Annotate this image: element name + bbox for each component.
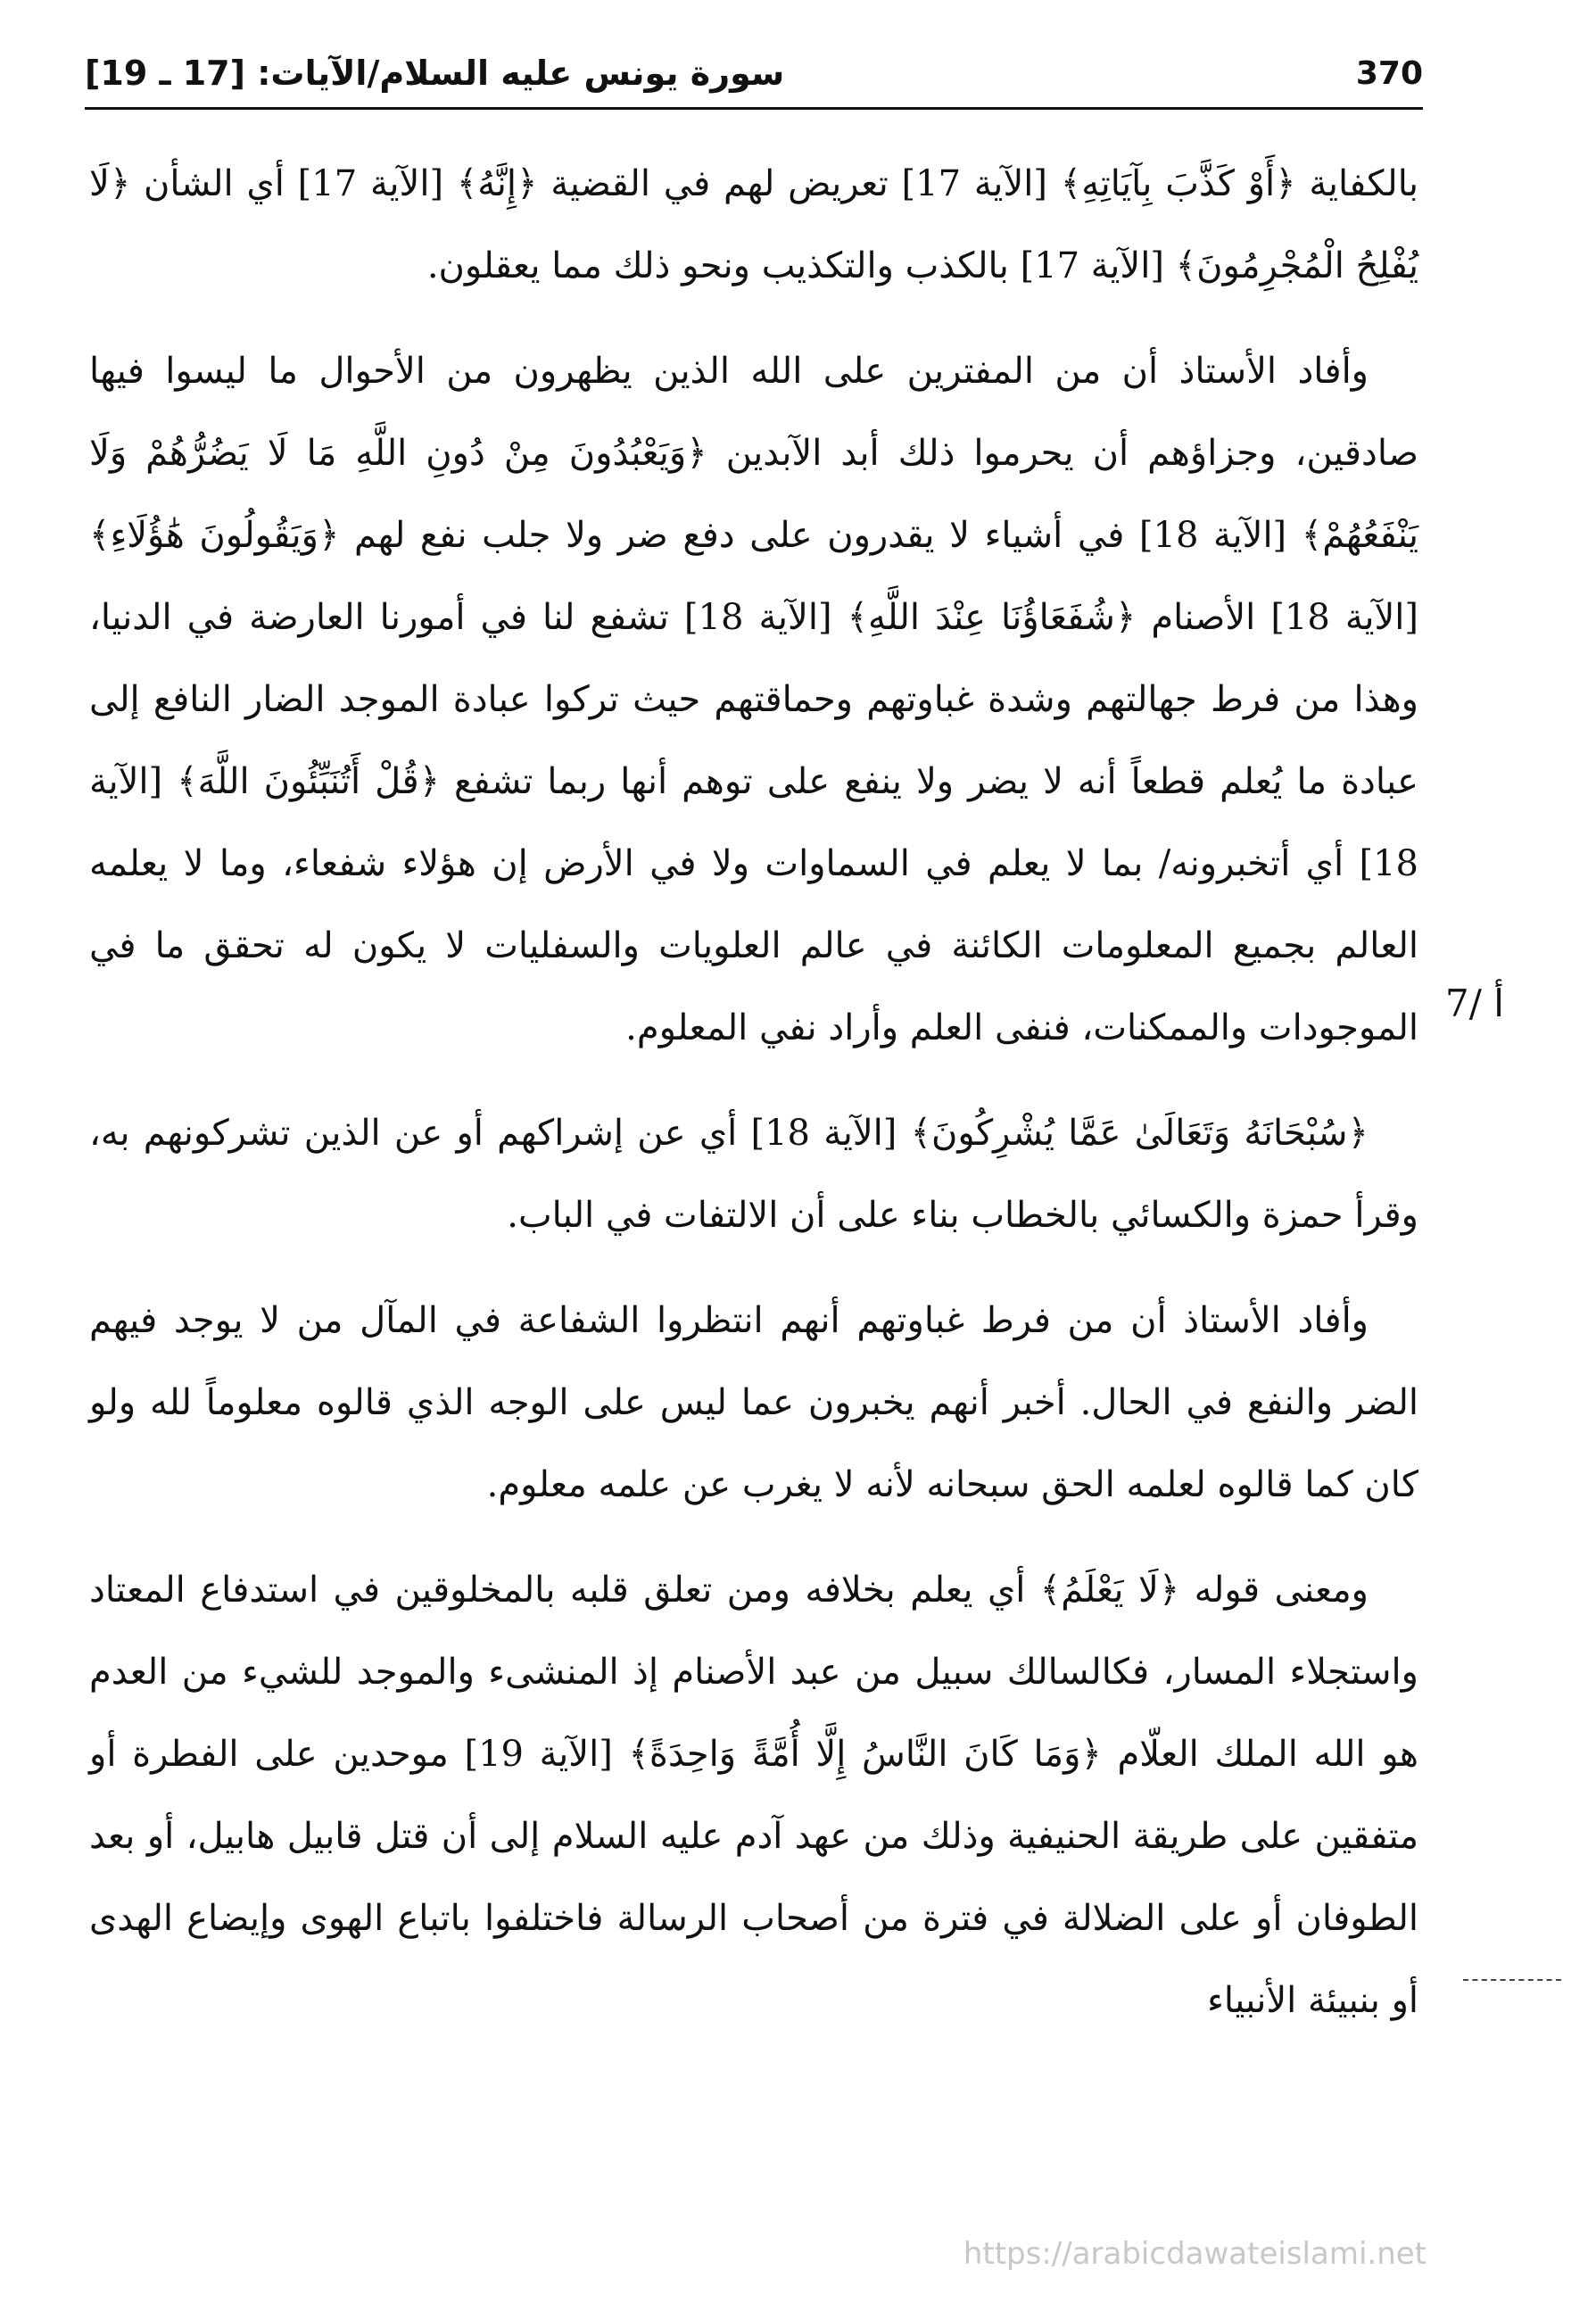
running-title: سورة يونس عليه السلام/الآيات: [17 ـ 19] xyxy=(85,54,785,93)
watermark: https://arabicdawateislami.net xyxy=(963,2236,1426,2272)
scan-artifact-line xyxy=(1463,1979,1561,1981)
paragraph: ﴿سُبْحَانَهُ وَتَعَالَىٰ عَمَّا يُشْرِكُونَ﴾ [الآية 18] أي عن إشراكهم أو عن الذين تشركونهم به، وقرأ حمزة والكسائي بالخطاب بناء على أن الالتفات في الباب. xyxy=(89,1113,1418,1236)
paragraph: وأفاد الأستاذ أن من المفترين على الله الذين يظهرون من الأحوال ما ليسوا فيها صادقين، وجزاؤهم أن يحرموا ذلك أبد الآبدين ﴿وَيَعْبُدُونَ مِنْ دُونِ اللَّهِ مَا لَا يَضُرُّهُمْ وَلَا يَنْفَعُهُمْ﴾ [الآية 18] في أشياء لا يقدرون على دفع ضر ولا جلب نفع لهم ﴿وَيَقُولُونَ هَٰؤُلَاءِ﴾ [الآية 18] الأصنام ﴿شُفَعَاؤُنَا عِنْدَ اللَّهِ﴾ [الآية 18] تشفع لنا في أمورنا العارضة في الدنيا، وهذا من فرط جهالتهم وشدة غباوتهم وحماقتهم حيث تركوا عبادة الموجد الضار النافع إلى عبادة ما يُعلم قطعاً أنه لا يضر ولا ينفع على توهم أنها ربما تشفع ﴿قُلْ أَتُنَبِّئُونَ اللَّهَ﴾ [الآية 18] أي أتخبرونه/ بما لا يعلم في السماوات ولا في الأرض إن هؤلاء شفعاء، وما لا يعلمه العالم بجميع المعلومات الكائنة في عالم العلويات والسفليات لا يكون له تحقق ما في الموجودات والممكنات، فنفى العلم وأراد نفي المعلوم. xyxy=(89,351,1418,1048)
page-number: 370 xyxy=(1355,55,1423,92)
page-header xyxy=(85,54,1423,110)
manuscript-folio-note: 7/ أ xyxy=(1445,982,1504,1025)
paragraph: بالكفاية ﴿أَوْ كَذَّبَ بِآيَاتِهِ﴾ [الآية 17] تعريض لهم في القضية ﴿إِنَّهُ﴾ [الآية 17] أي الشأن ﴿لَا يُفْلِحُ الْمُجْرِمُونَ﴾ [الآية 17] بالكذب والتكذيب ونحو ذلك مما يعقلون. xyxy=(89,163,1419,286)
paragraph: ومعنى قوله ﴿لَا يَعْلَمُ﴾ أي يعلم بخلافه ومن تعلق قلبه بالمخلوقين في استدفاع المعتاد واستجلاء المسار، فكالسالك سبيل من عبد الأصنام إذ المنشىء والموجد للشيء من العدم هو الله الملك العلّام ﴿وَمَا كَانَ النَّاسُ إِلَّا أُمَّةً وَاحِدَةً﴾ [الآية 19] موحدين على الفطرة أو متفقين على طريقة الحنيفية وذلك من عهد آدم عليه السلام إلى أن قتل قابيل هابيل، أو بعد الطوفان أو على الضلالة في فترة من أصحاب الرسالة فاختلفوا باتباع الهوى وإيضاع الهدى أو بنبيئة الأنبياء xyxy=(89,1570,1418,2021)
page-body xyxy=(89,143,1418,2065)
paragraph: وأفاد الأستاذ أن من فرط غباوتهم أنهم انتظروا الشفاعة في المآل من لا يوجد فيهم الضر والنفع في الحال. أخبر أنهم يخبرون عما ليس على الوجه الذي قالوه معلوماً لله ولو كان كما قالوه لعلمه الحق سبحانه لأنه لا يغرب عن علمه معلوم. xyxy=(89,1300,1418,1505)
